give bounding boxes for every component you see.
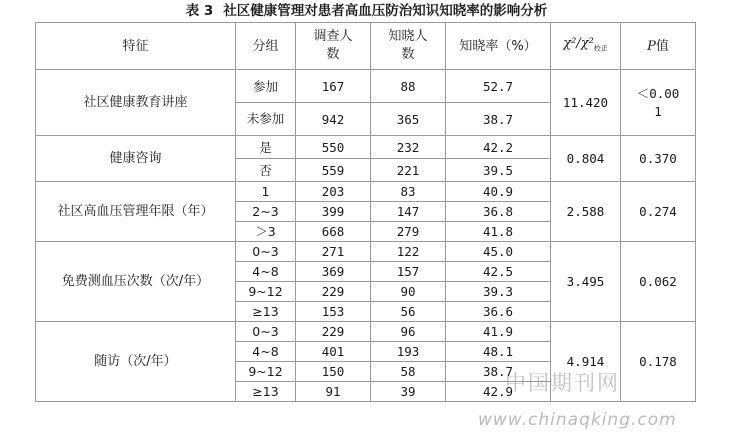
- col-header-p: [621, 23, 696, 70]
- col-header-aware: [371, 23, 446, 70]
- chi-square-cell: 2.588: [551, 182, 621, 242]
- table-row: [36, 242, 696, 262]
- feature-cell: 免费测血压次数（次/年）: [36, 242, 236, 322]
- aware-cell: 157: [371, 262, 446, 282]
- surveyed-cell: 229: [296, 322, 371, 342]
- group-cell: ≥13: [236, 302, 296, 322]
- table-number: 表 3: [185, 3, 214, 19]
- col-header-surveyed: [296, 23, 371, 70]
- group-cell: 0~3: [236, 242, 296, 262]
- aware-cell: 147: [371, 202, 446, 222]
- col-header-aware-text: 知晓人数: [388, 29, 428, 62]
- aware-cell: 88: [371, 70, 446, 103]
- rate-cell: 39.3: [446, 282, 551, 302]
- surveyed-cell: 559: [296, 159, 371, 182]
- chi-square-cell: 4.914: [551, 322, 621, 402]
- group-cell: 1: [236, 182, 296, 202]
- aware-cell: 122: [371, 242, 446, 262]
- aware-cell: 56: [371, 302, 446, 322]
- surveyed-cell: 399: [296, 202, 371, 222]
- table-caption: [0, 2, 733, 20]
- chi-square-symbol: χ²/χ²: [563, 35, 594, 51]
- p-value-cell: 0.274: [621, 182, 696, 242]
- watermark-cn: 中国期刊网: [505, 371, 620, 395]
- p-value-cell: ＜0.001: [621, 70, 696, 136]
- aware-cell: 39: [371, 382, 446, 402]
- rate-cell: 38.7: [446, 103, 551, 136]
- group-cell: 0~3: [236, 322, 296, 342]
- aware-cell: 83: [371, 182, 446, 202]
- group-cell: 4~8: [236, 342, 296, 362]
- surveyed-cell: 91: [296, 382, 371, 402]
- rate-cell: 36.8: [446, 202, 551, 222]
- col-header-feature: 特征: [36, 23, 236, 70]
- col-header-chi: [551, 23, 621, 70]
- group-cell: ≥13: [236, 382, 296, 402]
- table-row: [36, 70, 696, 103]
- table-body: [36, 70, 696, 402]
- col-header-rate: 知晓率（%）: [446, 23, 551, 70]
- chi-square-cell: 3.495: [551, 242, 621, 322]
- feature-cell: 社区健康教育讲座: [36, 70, 236, 136]
- aware-cell: 232: [371, 136, 446, 159]
- header-row: [36, 23, 696, 70]
- rate-cell: 36.6: [446, 302, 551, 322]
- chi-correction-subscript: 校正: [593, 44, 608, 53]
- chi-square-cell: 11.420: [551, 70, 621, 136]
- group-cell: ＞3: [236, 222, 296, 242]
- table-title: 社区健康管理对患者高血压防治知识知晓率的影响分析: [223, 3, 548, 19]
- aware-cell: 279: [371, 222, 446, 242]
- aware-cell: 221: [371, 159, 446, 182]
- aware-cell: 96: [371, 322, 446, 342]
- surveyed-cell: 271: [296, 242, 371, 262]
- col-header-surveyed-text: 调查人数: [313, 29, 353, 62]
- group-cell: 是: [236, 136, 296, 159]
- p-value-cell: 0.178: [621, 322, 696, 402]
- surveyed-cell: 550: [296, 136, 371, 159]
- surveyed-cell: 369: [296, 262, 371, 282]
- group-cell: 2~3: [236, 202, 296, 222]
- group-cell: 9~12: [236, 282, 296, 302]
- surveyed-cell: 668: [296, 222, 371, 242]
- aware-cell: 365: [371, 103, 446, 136]
- group-cell: 否: [236, 159, 296, 182]
- aware-cell: 193: [371, 342, 446, 362]
- p-suffix: 值: [655, 38, 669, 54]
- rate-cell: 41.8: [446, 222, 551, 242]
- watermark-url: www.chinaqking.com: [478, 410, 677, 430]
- surveyed-cell: 153: [296, 302, 371, 322]
- group-cell: 参加: [236, 70, 296, 103]
- table-row: [36, 136, 696, 159]
- rate-cell: 38.7: [446, 362, 551, 382]
- rate-cell: 48.1: [446, 342, 551, 362]
- group-cell: 9~12: [236, 362, 296, 382]
- group-cell: 4~8: [236, 262, 296, 282]
- aware-cell: 90: [371, 282, 446, 302]
- rate-cell: 41.9: [446, 322, 551, 342]
- surveyed-cell: 203: [296, 182, 371, 202]
- surveyed-cell: 229: [296, 282, 371, 302]
- aware-cell: 58: [371, 362, 446, 382]
- col-header-group: 分组: [236, 23, 296, 70]
- p-value-cell: 0.370: [621, 136, 696, 182]
- rate-cell: 52.7: [446, 70, 551, 103]
- feature-cell: 社区高血压管理年限（年）: [36, 182, 236, 242]
- surveyed-cell: 401: [296, 342, 371, 362]
- rate-cell: 40.9: [446, 182, 551, 202]
- feature-cell: 健康咨询: [36, 136, 236, 182]
- chi-square-cell: 0.804: [551, 136, 621, 182]
- surveyed-cell: 150: [296, 362, 371, 382]
- surveyed-cell: 167: [296, 70, 371, 103]
- rate-cell: 45.0: [446, 242, 551, 262]
- p-value-cell: 0.062: [621, 242, 696, 322]
- table-row: [36, 182, 696, 202]
- table-row: [36, 322, 696, 342]
- feature-cell: 随访（次/年）: [36, 322, 236, 402]
- rate-cell: 42.2: [446, 136, 551, 159]
- results-table: [35, 22, 696, 402]
- group-cell: 未参加: [236, 103, 296, 136]
- rate-cell: 42.9: [446, 382, 551, 402]
- rate-cell: 39.5: [446, 159, 551, 182]
- rate-cell: 42.5: [446, 262, 551, 282]
- surveyed-cell: 942: [296, 103, 371, 136]
- p-symbol: P: [647, 38, 656, 54]
